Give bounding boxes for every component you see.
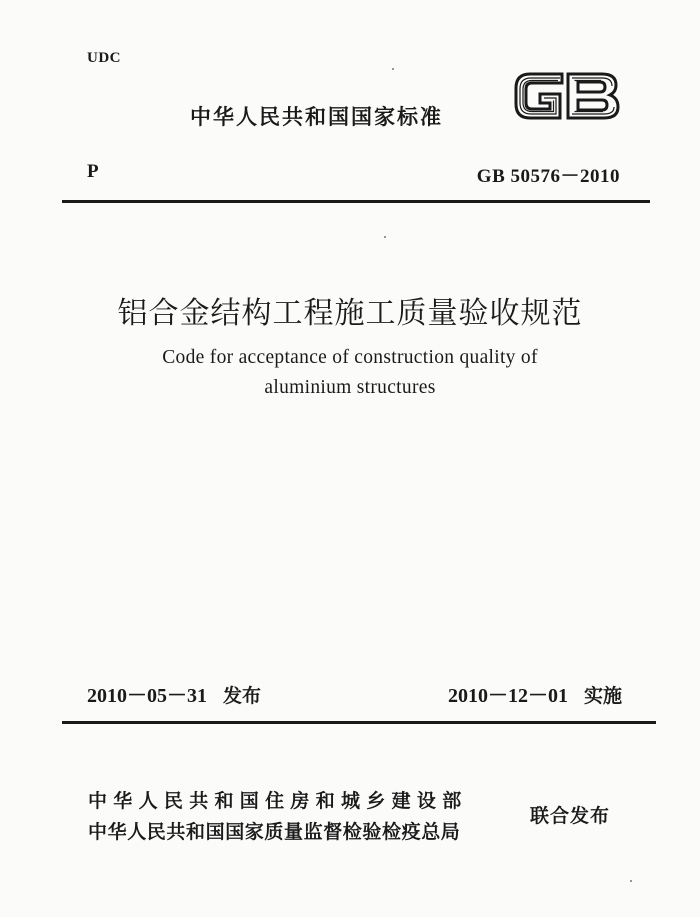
classification-code: P — [87, 161, 99, 182]
implement-date: 2010－12－01 — [447, 685, 568, 707]
issuing-authorities — [88, 786, 468, 848]
joint-issue-label: 联合发布 — [530, 805, 611, 827]
scan-speck — [630, 880, 632, 882]
scan-speck — [392, 68, 394, 70]
scan-speck — [384, 236, 386, 238]
implement-date-row — [448, 679, 622, 708]
gb-logo-icon — [510, 66, 624, 126]
title-english-line-2: aluminium structures — [264, 377, 436, 398]
title-chinese: 铝合金结构工程施工质量验收规范 — [117, 296, 583, 331]
title-english-line-1: Code for acceptance of construction quality of — [162, 347, 538, 368]
standard-number: GB 50576－2010 — [476, 166, 620, 187]
issuer-aqsiq: 中华人民共和国国家质量监督检验检疫总局 — [88, 821, 461, 843]
issue-date-row — [87, 679, 261, 708]
footer-divider — [62, 721, 656, 724]
header-divider — [62, 200, 650, 203]
issuer-ministry: 中华人民共和国住房和城乡建设部 — [88, 790, 468, 812]
implement-label: 实施 — [583, 685, 622, 707]
standard-type-heading: 中华人民共和国国家标准 — [190, 105, 443, 129]
title-english — [0, 343, 700, 403]
issue-label: 发布 — [223, 685, 262, 707]
udc-label: UDC — [87, 50, 121, 66]
issue-date: 2010－05－31 — [87, 685, 207, 707]
